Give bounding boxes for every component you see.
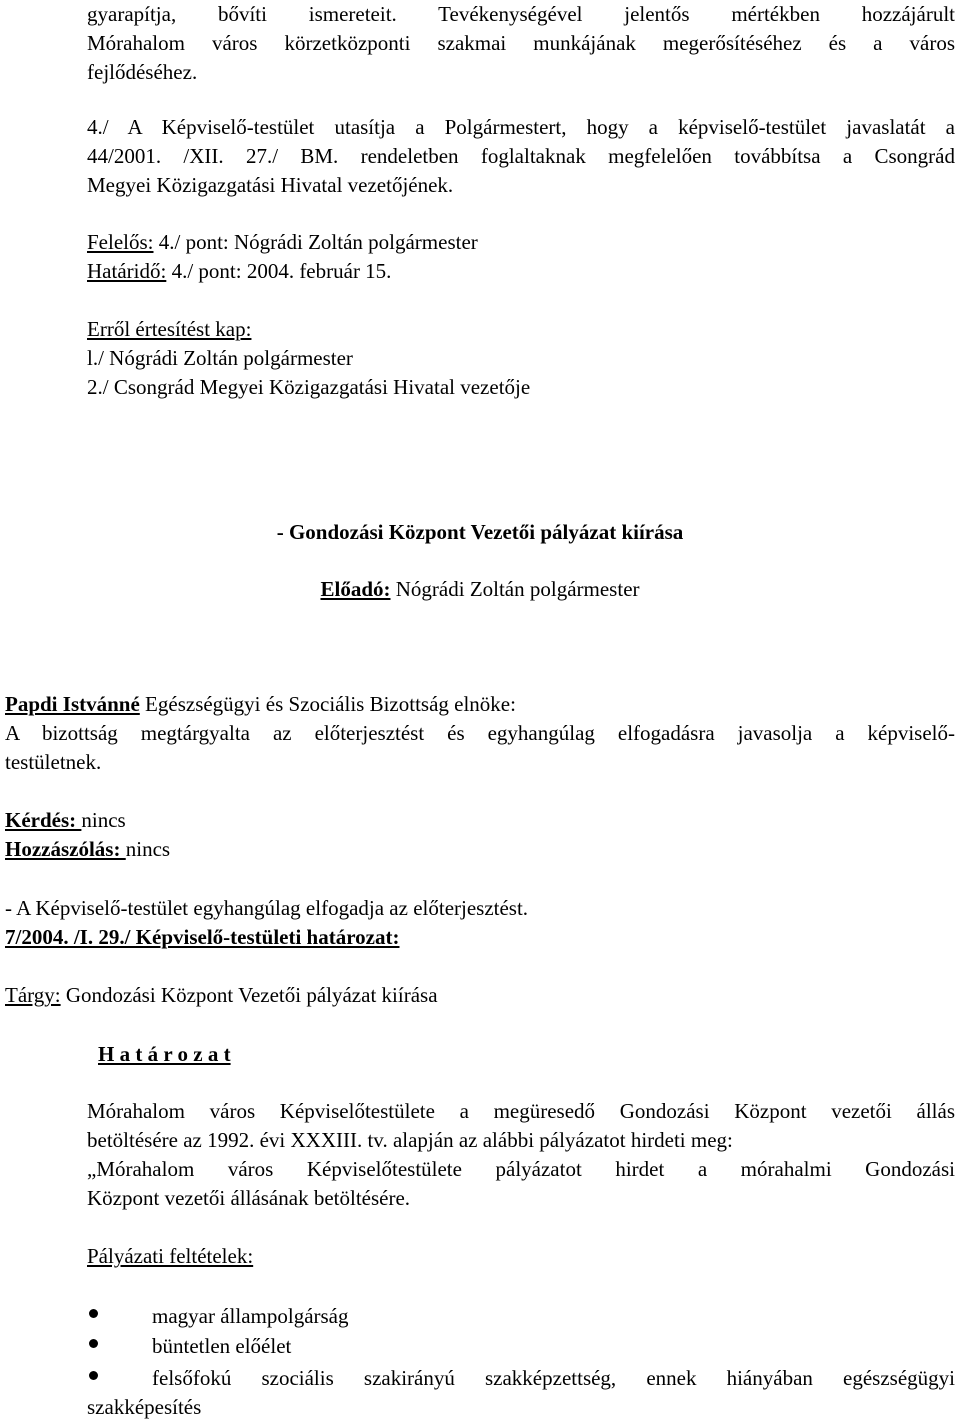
responsible-line [87,228,478,257]
notify-label: Erről értesítést kap: [87,317,252,341]
comment-label: Hozzászólás: [5,837,126,861]
committee-text-line-2: testületnek. [5,750,102,774]
comment-value: nincs [125,837,171,861]
bullet-icon [89,1371,98,1380]
point4-line-3: Megyei Közigazgatási Hivatal vezetőjének. [87,173,454,197]
decision-line-4: Központ vezetői állásának betöltésére. [87,1186,411,1210]
deadline-line [87,257,391,286]
deadline-value: 4./ pont: 2004. február 15. [166,259,392,283]
decision-line-2: betöltésére az 1992. évi XXXIII. tv. alapján az alábbi pályázatot hirdeti meg: [87,1128,733,1152]
decision-heading: H a t á r o z a t [98,1042,231,1066]
committee-name: Papdi Istvánné [5,692,140,716]
conditions-label: Pályázati feltételek: [87,1244,254,1268]
resolution-title: 7/2004. /I. 29./ Képviselő-testületi határozat: [5,925,400,949]
subject-line [5,981,438,1010]
intro-line-1: gyarapítja, bővíti ismereteit. Tevékenységével jelentős mértékben hozzájárult [87,2,955,26]
decision-line-3: „Mórahalom város Képviselőtestülete pályázatot hirdet a mórahalmi Gondozási [87,1157,955,1181]
condition-item-2: büntetlen előélet [152,1334,292,1358]
bullet-icon [89,1339,98,1348]
bullet-icon [89,1309,98,1318]
responsible-value: 4./ pont: Nógrádi Zoltán polgármester [153,230,478,254]
condition-item-3-continuation: szakképesítés [87,1395,202,1419]
question-line [5,806,126,835]
deadline-label: Határidő: [87,259,167,283]
intro-line-3: fejlődéséhez. [87,60,198,84]
comment-line [5,835,170,864]
presenter-line [0,575,960,604]
subject-value: Gondozási Központ Vezetői pályázat kiírása [60,983,438,1007]
notify-item-2: 2./ Csongrád Megyei Közigazgatási Hivatal vezetője [87,375,531,399]
responsible-label: Felelős: [87,230,154,254]
decision-line-1: Mórahalom város Képviselőtestülete a megüresedő Gondozási Központ vezetői állás [87,1099,955,1123]
presenter-value: Nógrádi Zoltán polgármester [390,577,640,601]
point4-line-2: 44/2001. /XII. 27./ BM. rendeletben foglaltaknak megfelelően továbbítsa a Csongrád [87,144,955,168]
agenda-title: - Gondozási Központ Vezetői pályázat kiírása [276,520,684,544]
condition-item-3: felsőfokú szociális szakirányú szakképzettség, ennek hiányában egészségügyi [152,1366,955,1390]
condition-item-1: magyar állampolgárság [152,1304,349,1328]
point4-line-1: 4./ A Képviselő-testület utasítja a Polgármestert, hogy a képviselő-testület javaslatát a [87,115,955,139]
intro-line-2: Mórahalom város körzetközponti szakmai munkájának megerősítéséhez és a város [87,31,955,55]
presenter-label: Előadó: [320,577,391,601]
notify-item-1: l./ Nógrádi Zoltán polgármester [87,346,353,370]
vote-text: - A Képviselő-testület egyhangúlag elfogadja az előterjesztést. [5,896,529,920]
subject-label: Tárgy: [5,983,61,1007]
committee-line [5,690,516,719]
question-value: nincs [81,808,126,832]
question-label: Kérdés: [5,808,82,832]
committee-role: Egészségügyi és Szociális Bizottság elnöke: [139,692,516,716]
committee-text-line-1: A bizottság megtárgyalta az előterjesztést és egyhangúlag elfogadásra javasolja a képviselő- [5,721,955,745]
